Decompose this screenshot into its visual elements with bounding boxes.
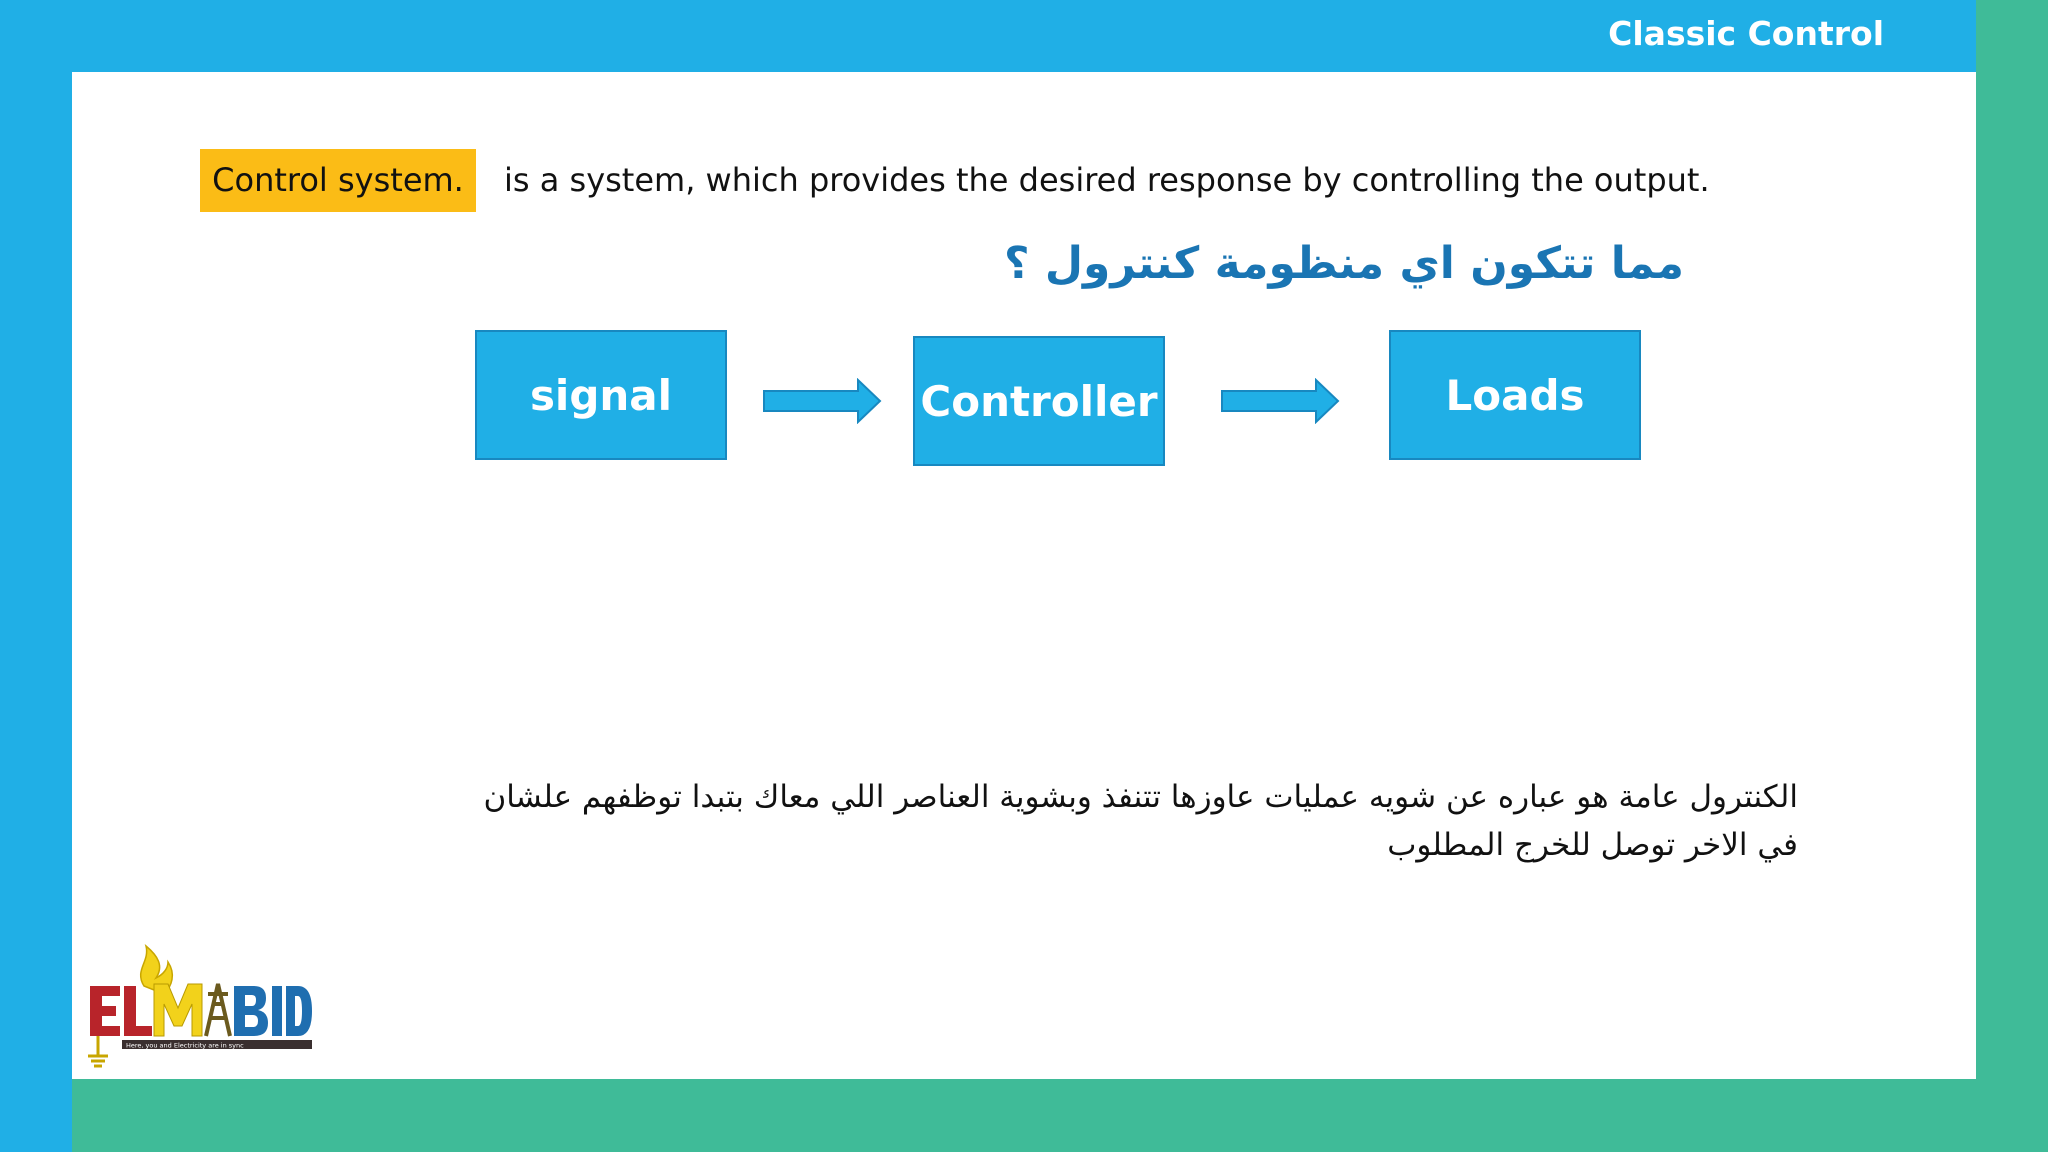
definition-text: is a system, which provides the desired response by controlling the output. xyxy=(504,161,1710,199)
definition-term: Control system. xyxy=(200,149,476,212)
arrow-right-icon xyxy=(1220,378,1340,424)
slide-canvas xyxy=(72,72,1976,1079)
block-loads: Loads xyxy=(1389,330,1641,460)
header-bar xyxy=(0,0,1976,72)
right-frame-band xyxy=(1976,0,2048,1152)
explanation-paragraph: الكنترول عامة هو عباره عن شويه عمليات عاوزها تتنفذ وبشوية العناصر اللي معاك بتبدا توظفهم علشان في الاخر توصل للخرج المطلوب xyxy=(483,779,1798,863)
bottom-frame-band xyxy=(72,1079,2048,1152)
block-signal: signal xyxy=(475,330,727,460)
svg-text:Here, you and Electricity are: Here, you and Electricity are in sync xyxy=(126,1041,244,1050)
arrow-right-icon xyxy=(762,378,882,424)
question-heading: مما تتكون اي منظومة كنترول ؟ xyxy=(1004,238,1684,289)
elmabid-logo xyxy=(84,938,314,1078)
left-frame-band xyxy=(0,0,72,1152)
block-controller: Controller xyxy=(913,336,1165,466)
header-title: Classic Control xyxy=(1608,14,1884,53)
